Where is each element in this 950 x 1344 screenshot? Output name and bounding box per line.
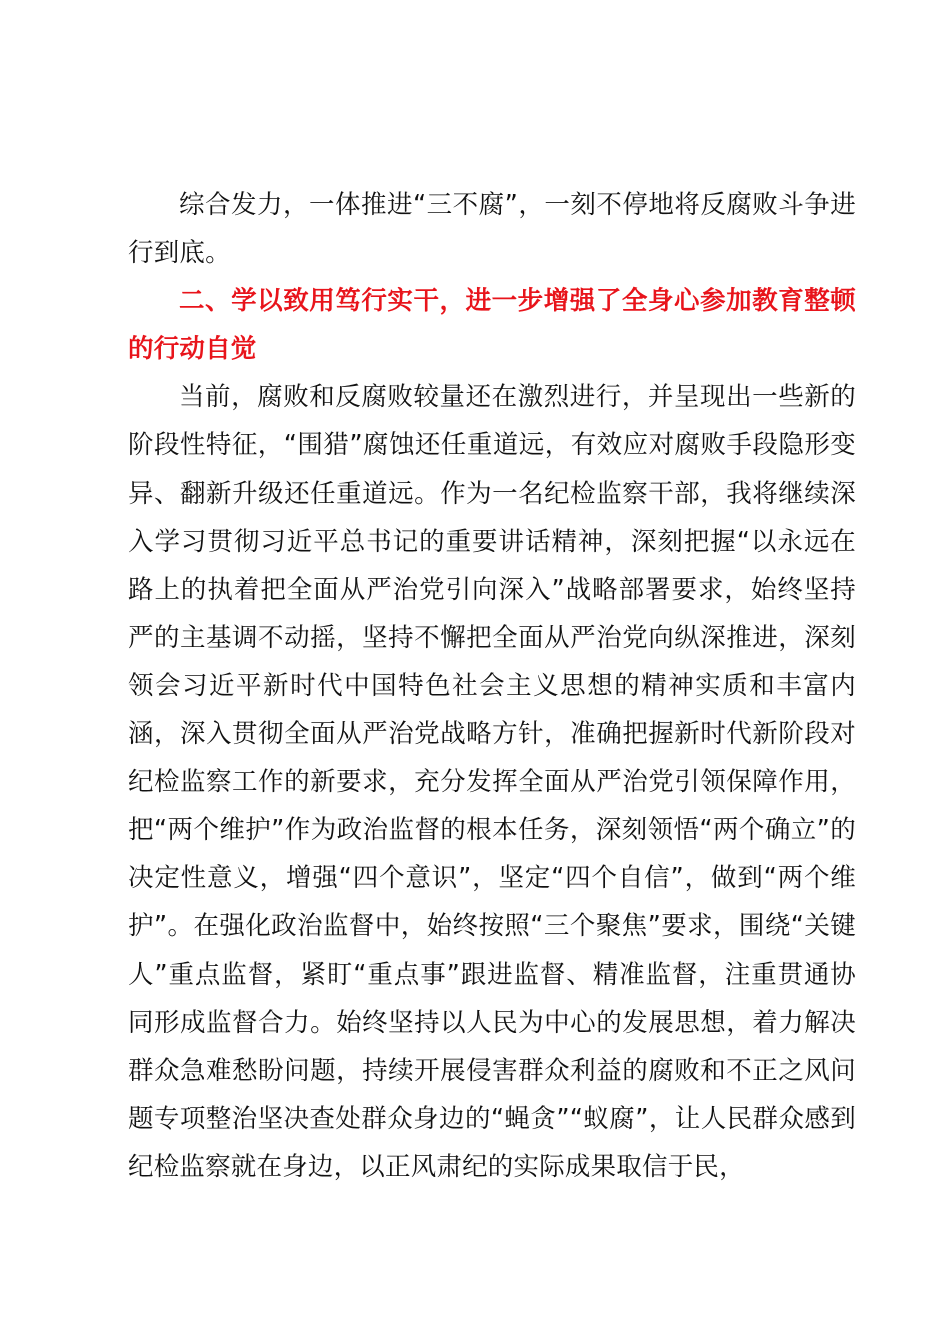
paragraph-continuation: 综合发力，一体推进“三不腐”，一刻不停地将反腐败斗争进行到底。 xyxy=(128,190,856,269)
paragraph-main: 当前，腐败和反腐败较量还在激烈进行，并呈现出一些新的阶段性特征，“围猎”腐蚀还任重道远，有效应对腐败手段隐形变异、翻新升级还任重道远。作为一名纪检监察干部，我将继续深入学习贯彻习近平总书记的重要讲话精神，深刻把握“以永远在路上的执着把全面从严治党引向深入”战略部署要求，始终坚持严的主基调不动摇，坚持不懈把全面从严治党向纵深推进，深刻领会习近平新时代中国特色社会主义思想的精神实质和丰富内涵，深入贯彻全面从严治党战略方针，准确把握新时代新阶段对纪检监察工作的新要求，充分发挥全面从严治党引领保障作用，把“两个维护”作为政治监督的根本任务，深刻领悟“两个确立”的决定性意义，增强“四个意识”，坚定“四个自信”，做到“两个维护”。在强化政治监督中，始终按照“三个聚焦”要求，围绕“关键人”重点监督，紧盯“重点事”跟进监督、精准监督，注重贯通协同形成监督合力。始终坚持以人民为中心的发展思想，着力解决群众急难愁盼问题，持续开展侵害群众利益的腐败和不正之风问题专项整治坚决查处群众身边的“蝇贪”“蚁腐”，让人民群众感到纪检监察就在身边，以正风肃纪的实际成果取信于民， xyxy=(128,382,856,1182)
document-body xyxy=(128,181,856,1191)
section-heading: 二、学以致用笃行实干，进一步增强了全身心参加教育整顿的行动自觉 xyxy=(128,286,856,365)
